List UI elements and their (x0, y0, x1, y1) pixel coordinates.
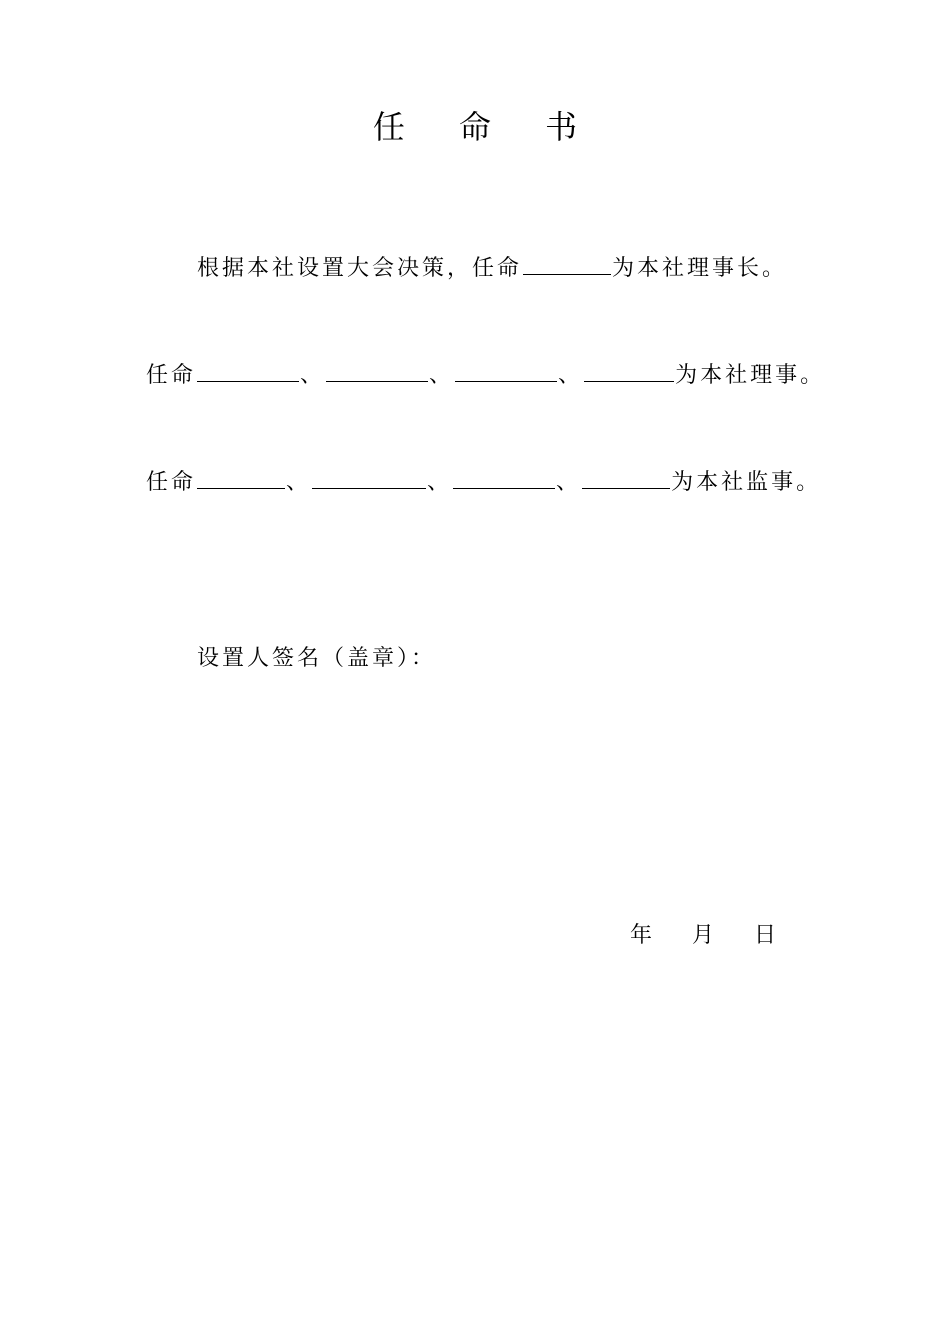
director-separator: 、 (429, 363, 455, 388)
supervisor-appointment-line (146, 464, 821, 499)
director-name-blank-1[interactable] (197, 357, 299, 382)
supervisor-separator: 、 (556, 470, 582, 495)
supervisor-name-blank-1[interactable] (197, 464, 285, 489)
chairman-suffix: 为本社理事长。 (612, 256, 788, 281)
director-separator: 、 (300, 363, 326, 388)
director-name-blank-2[interactable] (326, 357, 428, 382)
director-name-blank-4[interactable] (584, 357, 674, 382)
signature-line: 设置人签名（盖章）： (197, 646, 437, 671)
supervisor-name-blank-3[interactable] (453, 464, 555, 489)
director-appointment-line (146, 357, 825, 392)
document-title: 任 命 书 (372, 108, 600, 146)
supervisor-separator: 、 (427, 470, 453, 495)
supervisor-name-blank-2[interactable] (312, 464, 426, 489)
supervisor-suffix: 为本社监事。 (671, 470, 822, 495)
chairman-appointment-line (197, 250, 787, 285)
day-label: 日 (754, 923, 777, 948)
date-line (630, 920, 776, 952)
director-separator: 、 (558, 363, 584, 388)
month-label: 月 (692, 923, 715, 948)
supervisor-prefix: 任命 (146, 470, 197, 495)
director-name-blank-3[interactable] (455, 357, 557, 382)
chairman-prefix: 根据本社设置大会决策，任命 (197, 256, 523, 281)
supervisor-name-blank-4[interactable] (582, 464, 670, 489)
supervisor-separator: 、 (286, 470, 312, 495)
director-prefix: 任命 (146, 363, 197, 388)
director-suffix: 为本社理事。 (675, 363, 826, 388)
chairman-name-blank[interactable] (523, 250, 611, 275)
year-label: 年 (630, 923, 653, 948)
